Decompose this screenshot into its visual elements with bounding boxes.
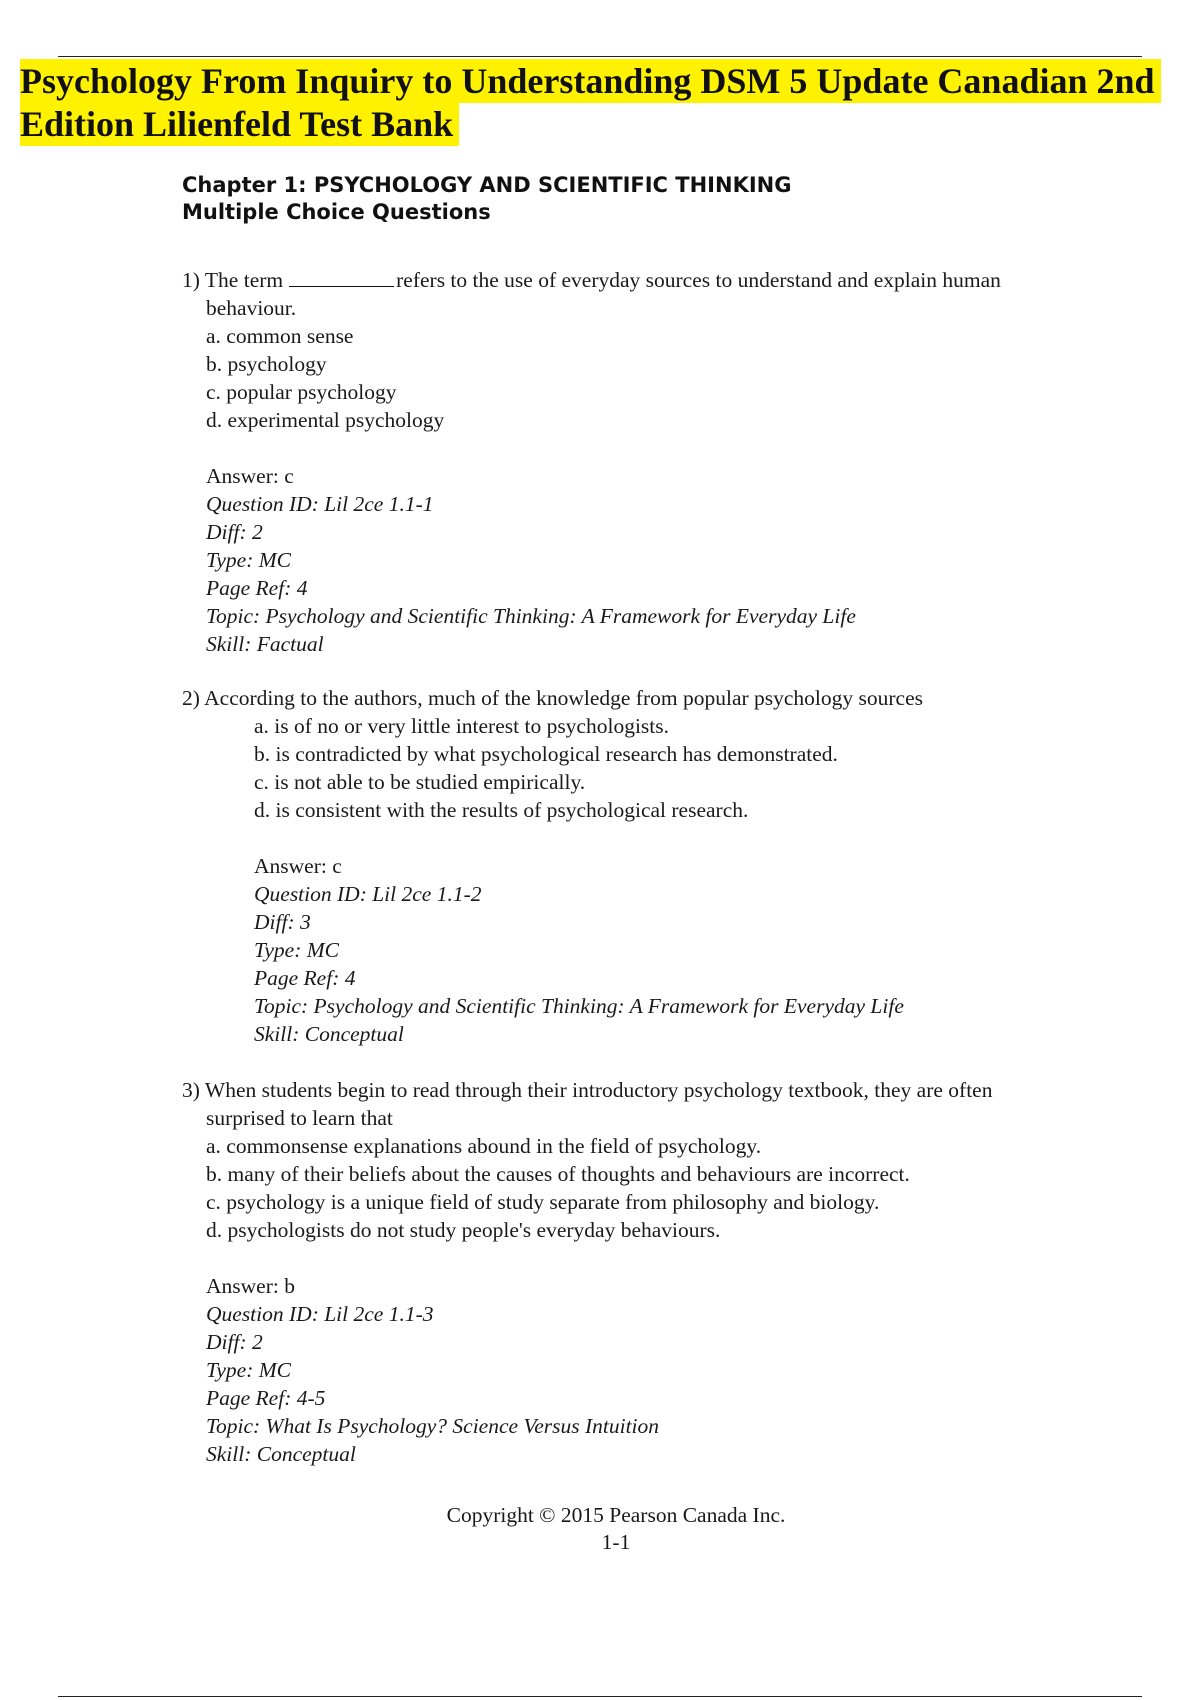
document-title bbox=[20, 60, 1190, 146]
option-c: c. psychology is a unique field of study separate from philosophy and biology. bbox=[206, 1190, 880, 1214]
page-footer bbox=[0, 1502, 1200, 1556]
question-2 bbox=[182, 684, 1062, 1048]
question-id: Question ID: Lil 2ce 1.1-3 bbox=[206, 1302, 434, 1326]
question-number: 2) bbox=[182, 686, 200, 710]
stem-text: According to the authors, much of the knowledge from popular psychology sources bbox=[204, 686, 924, 710]
option-d: d. psychologists do not study people's everyday behaviours. bbox=[206, 1218, 721, 1242]
page-ref: Page Ref: 4-5 bbox=[206, 1386, 326, 1410]
question-metadata bbox=[182, 462, 1062, 658]
copyright-notice: Copyright © 2015 Pearson Canada Inc. bbox=[446, 1503, 786, 1527]
topic: Topic: Psychology and Scientific Thinking: A Framework for Everyday Life bbox=[206, 604, 856, 628]
question-stem bbox=[182, 1076, 1062, 1132]
answer-options bbox=[182, 712, 1062, 824]
topic: Topic: Psychology and Scientific Thinking: A Framework for Everyday Life bbox=[254, 994, 904, 1018]
question-1 bbox=[182, 266, 1062, 658]
question-id: Question ID: Lil 2ce 1.1-2 bbox=[254, 882, 482, 906]
answer: Answer: c bbox=[206, 464, 294, 488]
option-b: b. is contradicted by what psychological research has demonstrated. bbox=[254, 742, 838, 766]
question-metadata bbox=[182, 852, 1062, 1048]
difficulty: Diff: 2 bbox=[206, 1330, 263, 1354]
chapter-heading: Chapter 1: PSYCHOLOGY AND SCIENTIFIC THINKING bbox=[182, 173, 792, 197]
question-stem bbox=[182, 684, 1062, 712]
fill-in-blank-line bbox=[289, 266, 394, 287]
highlighted-title-text: Psychology From Inquiry to Understanding DSM 5 Update Canadian 2nd Edition Lilienfeld Test Bank bbox=[20, 59, 1161, 146]
chapter-heading-block bbox=[182, 172, 791, 226]
option-a: a. is of no or very little interest to psychologists. bbox=[254, 714, 670, 738]
section-heading: Multiple Choice Questions bbox=[182, 200, 491, 224]
skill: Skill: Conceptual bbox=[206, 1442, 356, 1466]
stem-text: When students begin to read through their introductory psychology textbook, they are often surprised to learn that bbox=[204, 1078, 993, 1130]
option-d: d. experimental psychology bbox=[206, 408, 445, 432]
stem-text-before-blank: The term bbox=[204, 268, 284, 292]
option-a: a. commonsense explanations abound in the field of psychology. bbox=[206, 1134, 762, 1158]
page-number: 1-1 bbox=[601, 1530, 631, 1554]
question-3 bbox=[182, 1076, 1062, 1468]
bottom-rule bbox=[58, 1696, 1142, 1697]
stem-text-after-blank: refers to the use of everyday sources to understand and explain human behaviour. bbox=[206, 268, 1001, 320]
skill: Skill: Conceptual bbox=[254, 1022, 404, 1046]
option-b: b. many of their beliefs about the causes of thoughts and behaviours are incorrect. bbox=[206, 1162, 910, 1186]
option-a: a. common sense bbox=[206, 324, 354, 348]
question-id: Question ID: Lil 2ce 1.1-1 bbox=[206, 492, 434, 516]
question-metadata bbox=[182, 1272, 1062, 1468]
question-type: Type: MC bbox=[206, 1358, 291, 1382]
question-number: 3) bbox=[182, 1078, 200, 1102]
answer-options bbox=[182, 1132, 1062, 1244]
question-number: 1) bbox=[182, 268, 200, 292]
option-c: c. is not able to be studied empirically. bbox=[254, 770, 586, 794]
question-type: Type: MC bbox=[206, 548, 291, 572]
page-ref: Page Ref: 4 bbox=[206, 576, 308, 600]
answer: Answer: b bbox=[206, 1274, 295, 1298]
topic: Topic: What Is Psychology? Science Versus Intuition bbox=[206, 1414, 660, 1438]
difficulty: Diff: 2 bbox=[206, 520, 263, 544]
top-rule bbox=[58, 56, 1142, 57]
page-ref: Page Ref: 4 bbox=[254, 966, 356, 990]
skill: Skill: Factual bbox=[206, 632, 324, 656]
option-b: b. psychology bbox=[206, 352, 327, 376]
option-d: d. is consistent with the results of psychological research. bbox=[254, 798, 749, 822]
question-type: Type: MC bbox=[254, 938, 339, 962]
option-c: c. popular psychology bbox=[206, 380, 397, 404]
question-stem bbox=[182, 266, 1062, 322]
answer: Answer: c bbox=[254, 854, 342, 878]
difficulty: Diff: 3 bbox=[254, 910, 311, 934]
answer-options bbox=[182, 322, 1062, 434]
